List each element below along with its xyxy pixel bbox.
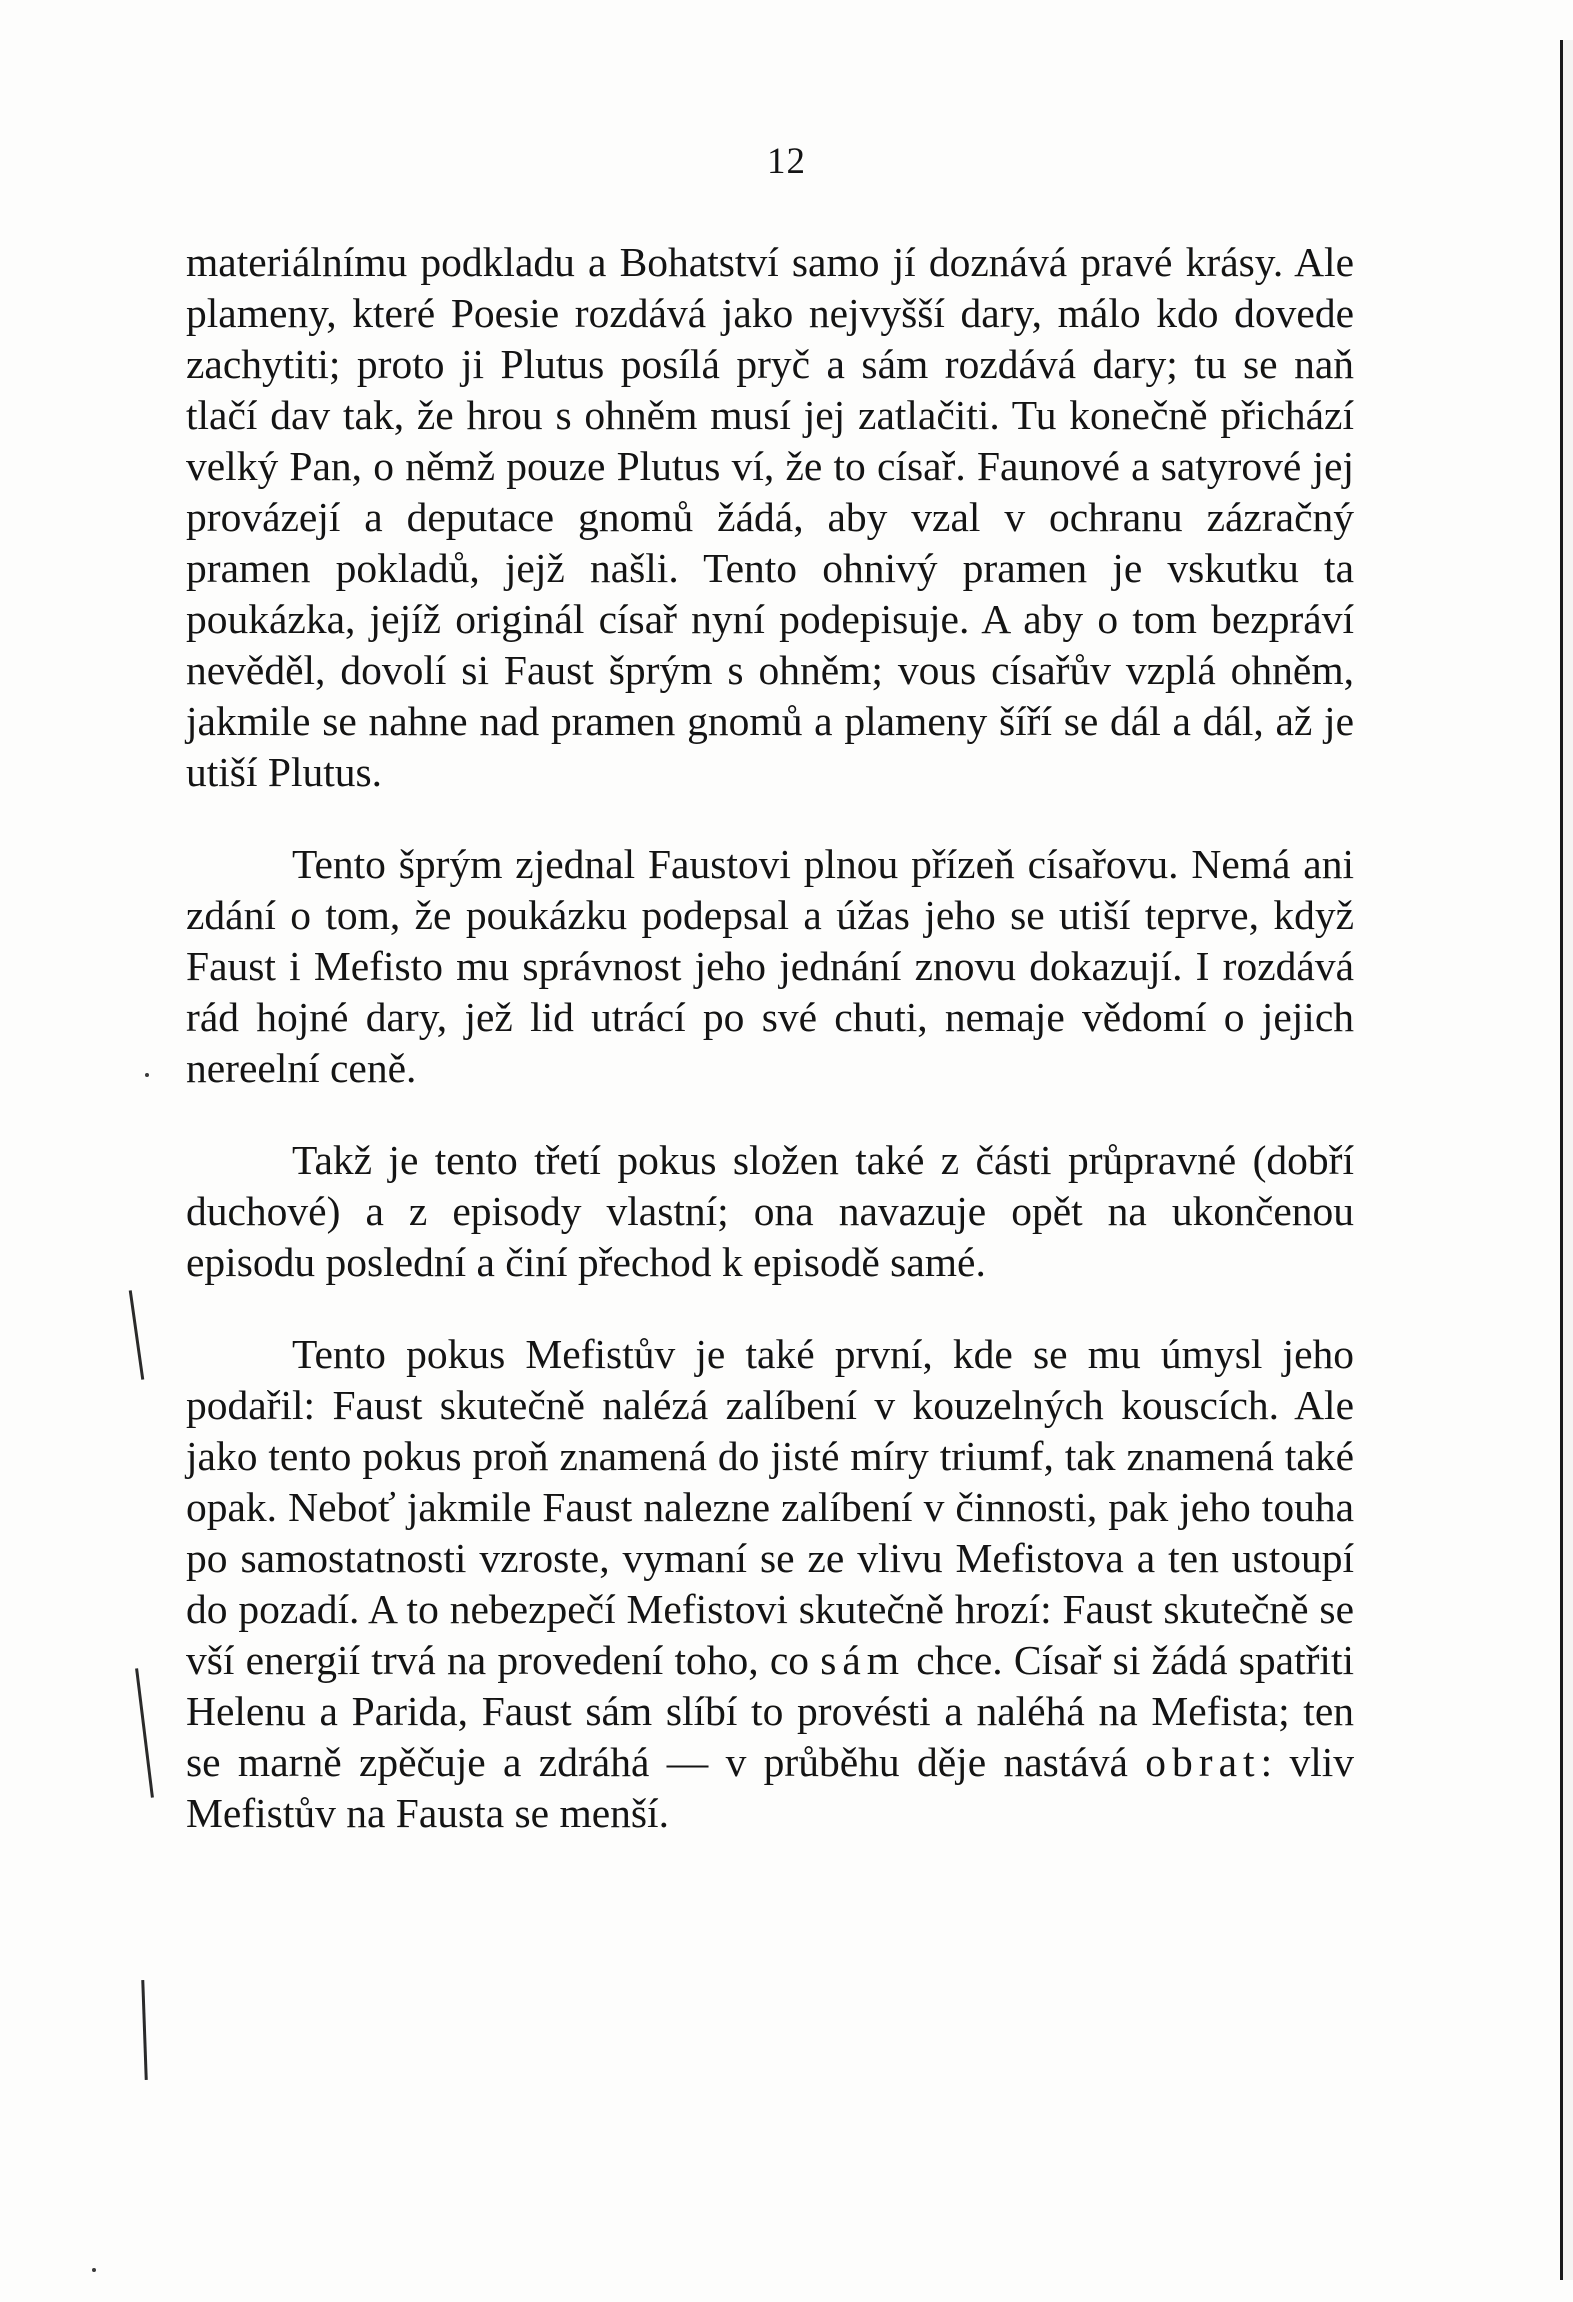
paragraph-4-part-3: : vliv Mefistův na Fausta se menší. [186, 1739, 1355, 1836]
paragraph-4 [186, 1329, 1354, 1839]
margin-pencil-mark [141, 1980, 147, 2080]
paragraph-4-part-1: Tento pokus Mefistův je také první, kde se mu úmysl jeho podařil: Faust skutečně nalézá zalíbení v kouzelných kouscích. Ale jako tento pokus proň znamená do jisté míry triumf, tak znamená také opak. Neboť jakmile Faust nalezne zalíbení v činnosti, pak jeho touha po samostatnosti vzroste, vymaní se ze vlivu Mefistova a ten ustoupí do pozadí. A to nebezpečí Mefistovi skutečně hrozí: Faust skutečně se vší energií trvá na provedení toho, co [186, 1331, 1354, 1683]
margin-pencil-mark [135, 1668, 154, 1797]
margin-pencil-mark [129, 1290, 144, 1380]
paper-speck [145, 1073, 149, 1077]
paragraph-2: Tento šprým zjednal Faustovi plnou přízeň císařovu. Nemá ani zdání o tom, že poukázku podepsal a úžas jeho se utiší teprve, když Faust i Mefisto mu správnost jeho jednání znovu dokazují. I rozdává rád hojné dary, jež lid utrácí po své chuti, nemaje vědomí o jejich nereelní ceně. [186, 841, 1354, 1091]
emphasis-obrat: obrat [1145, 1739, 1261, 1785]
paragraph-3: Takž je tento třetí pokus složen také z části průpravné (dobří duchové) a z episody vlastní; ona navazuje opět na ukončenou episodu poslední a činí přechod k episodě samé. [186, 1137, 1354, 1285]
paragraph-1: materiálnímu podkladu a Bohatství samo jí doznává pravé krásy. Ale plameny, které Poesie rozdává jako nejvyšší dary, málo kdo dovede zachytiti; proto ji Plutus posílá pryč a sám rozdává dary; tu se naň tlačí dav tak, že hrou s ohněm musí jej zatlačiti. Tu konečně přichází velký Pan, o němž pouze Plutus ví, že to císař. Faunové a satyrové jej provázejí a deputace gnomů žádá, aby vzal v ochranu zázračný pramen pokladů, jejž našli. Tento ohnivý pramen je vskutku ta poukázka, jejíž originál císař nyní podepisuje. A aby o tom bezpráví nevěděl, dovolí si Faust šprým s ohněm; vous císařův vzplá ohněm, jakmile se nahne nad pramen gnomů a plameny šíří se dál a dál, až je utiší Plutus. [186, 239, 1354, 795]
paper-speck [92, 2268, 96, 2272]
page-edge [1560, 40, 1573, 2280]
page-number: 12 [767, 141, 806, 182]
paragraph-4-part-2: chce. Císař si žádá spatřiti Helenu a Parida, Faust sám slíbí to provésti a naléhá na Mefista; ten se marně zpěčuje a zdráhá — v průběhu děje nastává [186, 1637, 1355, 1785]
body-text [186, 237, 1354, 1880]
emphasis-sam: sám [820, 1637, 906, 1683]
